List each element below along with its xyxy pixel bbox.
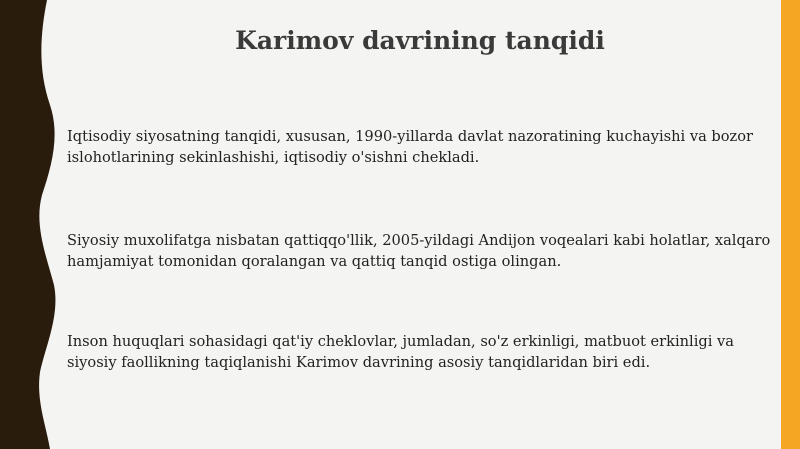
left-decorative-wave-band	[0, 0, 70, 449]
paragraph-economic-criticism: Iqtisodiy siyosatning tanqidi, xususan, 1990-yillarda davlat nazoratining kuchayishi va bozor islohotlarining sekinlashishi, iqtisodiy o'sishni chekladi.	[67, 128, 753, 166]
slide-title: Karimov davrining tanqidi	[235, 26, 605, 55]
right-accent-bar	[781, 0, 800, 449]
paragraph-political-opposition: Siyosiy muxolifatga nisbatan qattiqqo'llik, 2005-yildagi Andijon voqealari kabi holatlar, xalqaro hamjamiyat tomonidan qoralangan va qattiq tanqid ostiga olingan.	[67, 232, 771, 270]
wave-shape	[0, 0, 55, 449]
paragraph-human-rights: Inson huquqlari sohasidagi qat'iy cheklovlar, jumladan, so'z erkinligi, matbuot erkinligi va siyosiy faollikning taqiqlanishi Karimov davrining asosiy tanqidlaridan biri edi.	[67, 333, 734, 371]
